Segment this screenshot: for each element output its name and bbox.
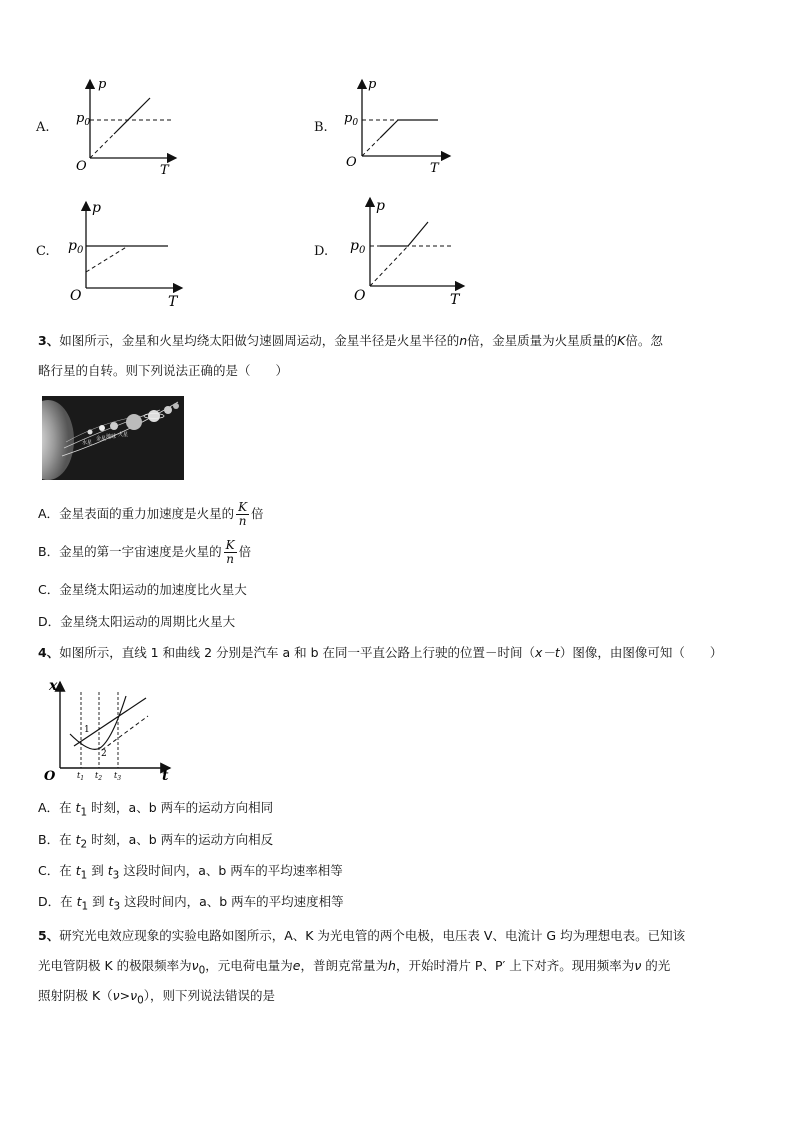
q5-stem-line1: 5、研究光电效应现象的实验电路如图所示，A、K 为光电管的两个电极，电压表 V、电流计 G 均为理想电表。已知该 — [38, 928, 686, 943]
q5-stem-line2: 光电管阴极 K 的极限频率为$\nu_0$，元电荷电量为e，普朗克常量为h，开始时滑片 P、P′ 上下对齐。现用频率为ν 的光 — [38, 958, 671, 977]
option-a-letter: A. — [36, 120, 50, 135]
planet-label: 火星 — [118, 432, 129, 438]
origin-label: O — [76, 159, 87, 174]
graph-option-c — [64, 196, 194, 308]
p-axis-label: p — [92, 200, 101, 216]
line-1-label: 1 — [84, 725, 90, 735]
t-axis-label: T — [168, 294, 178, 308]
origin-label: O — [346, 155, 357, 170]
graph-option-a — [64, 74, 184, 178]
q3-option-b: B．金星的第一宇宙速度是火星的 $\frac{K}{n}$ 倍 — [38, 538, 252, 566]
q4-option-a: A．在 $t_1$ 时刻，a、b 两车的运动方向相同 — [38, 800, 274, 819]
origin-label: O — [44, 769, 56, 784]
q3-option-d: D．金星绕太阳运动的周期比火星大 — [38, 614, 236, 629]
p0-label: $p_0$ — [76, 111, 91, 128]
t-axis-label: T — [160, 163, 169, 178]
option-c-letter: C. — [36, 244, 50, 259]
t2-label: $t_2$ — [95, 771, 103, 782]
t-axis-label: T — [450, 292, 460, 308]
origin-label: O — [70, 288, 82, 304]
q4-option-d: D．在 $t_1$ 到 $t_3$ 这段时间内，a、b 两车的平均速度相等 — [38, 894, 344, 913]
q3-stem-line1: 3、如图所示，金星和火星均绕太阳做匀速圆周运动，金星半径是火星半径的n倍，金星质量为火星质量的K倍。忽 — [38, 333, 663, 348]
option-b-letter: B. — [314, 120, 328, 135]
graph-option-d — [340, 192, 470, 308]
q3-stem-line2: 略行星的自转。则下列说法正确的是（ ） — [38, 363, 289, 378]
q5-stem-line3: 照射阴极 $K(\nu>\nu_0)$，则下列说法错误的是 — [38, 988, 276, 1007]
t-axis-label: t — [162, 768, 169, 784]
q4-option-c: C．在 $t_1$ 到 $t_3$ 这段时间内，a、b 两车的平均速率相等 — [38, 863, 343, 882]
graph-option-b — [340, 74, 460, 178]
q4-stem: 4、如图所示，直线 1 和曲线 2 分别是汽车 a 和 b 在同一平直公路上行驶的位置－时间（x－t）图像，由图像可知（ ） — [38, 645, 723, 660]
t1-label: $t_1$ — [77, 771, 85, 782]
p-axis-label: p — [368, 77, 377, 92]
p-axis-label: p — [98, 77, 107, 92]
q3-option-a: A．金星表面的重力加速度是火星的 $\frac{K}{n}$ 倍 — [38, 500, 264, 528]
curve-2-label: 2 — [101, 749, 107, 759]
p0-label: $p_0$ — [68, 238, 84, 256]
planet-label: 地球 — [106, 434, 117, 440]
solar-system-image — [42, 396, 184, 480]
planet-label: 水星 — [82, 440, 93, 446]
p-axis-label: p — [376, 198, 385, 214]
p0-label: $p_0$ — [344, 111, 359, 128]
origin-label: O — [354, 288, 366, 304]
q4-xt-graph — [40, 676, 176, 784]
fraction-k-over-n: $\frac{K}{n}$ — [238, 500, 248, 528]
planet-label: 金星 — [96, 436, 107, 442]
fraction-k-over-n: $\frac{K}{n}$ — [225, 538, 235, 566]
q4-option-b: B．在 $t_2$ 时刻，a、b 两车的运动方向相反 — [38, 832, 274, 851]
p0-label: $p_0$ — [350, 238, 366, 256]
option-d-letter: D. — [314, 244, 329, 259]
q3-option-c: C．金星绕太阳运动的加速度比火星大 — [38, 582, 247, 597]
t3-label: $t_3$ — [114, 771, 122, 782]
x-axis-label: x — [49, 678, 58, 694]
t-axis-label: T — [430, 161, 439, 176]
